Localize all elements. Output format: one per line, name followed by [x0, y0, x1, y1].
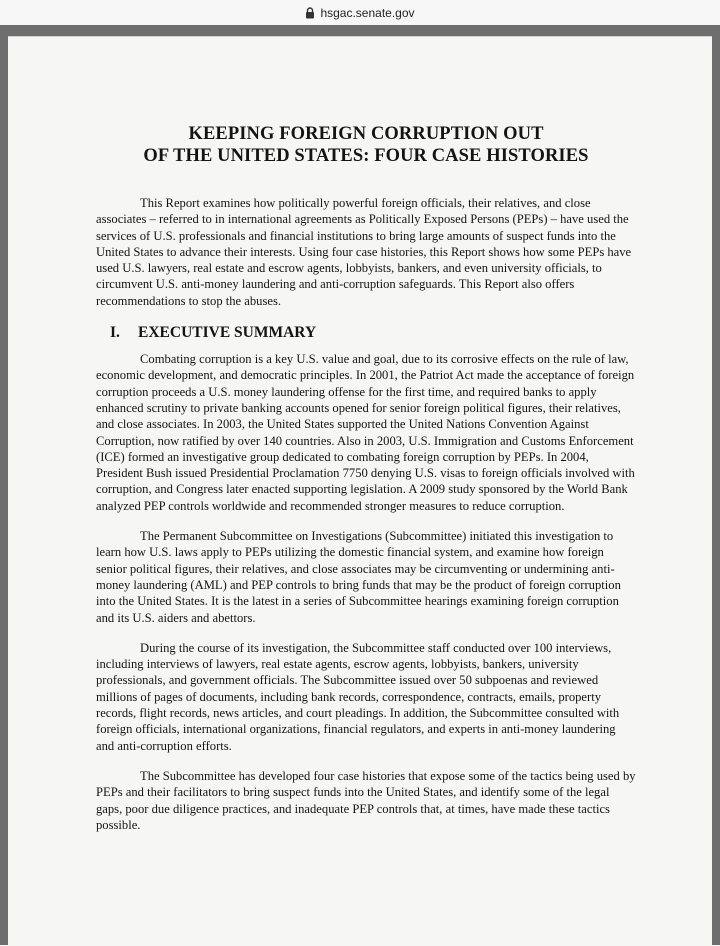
lock-icon [305, 7, 315, 19]
document-title [96, 123, 636, 167]
browser-address-bar[interactable] [0, 0, 720, 25]
title-line-2: OF THE UNITED STATES: FOUR CASE HISTORIES [143, 146, 589, 166]
body-paragraph: Combating corruption is a key U.S. value and goal, due to its corrosive effects on the rule of law, economic development, and democratic principles. In 2001, the Patriot Act made the acceptance of foreign corruption proceeds a U.S. money laundering offense for the first time, and required banks to apply enhanced scrutiny to private banking accounts opened for senior foreign political figures, their relatives, and close associates. In 2003, the United States supported the United Nations Convention Against Corruption, now ratified by over 140 countries. Also in 2003, U.S. Immigration and Customs Enforcement (ICE) formed an investigative group dedicated to combating foreign corruption by PEPs. In 2004, President Bush issued Presidential Proclamation 7750 denying U.S. visas to foreign officials involved with corruption, and Congress later enacted supporting legislation. A 2009 study sponsored by the World Bank analyzed PEP controls worldwide and recommended stronger measures to reduce corruption. [96, 352, 635, 513]
section-number: I. [110, 324, 120, 342]
viewer-frame-right [712, 43, 720, 945]
section-heading [110, 323, 636, 342]
body-paragraph: The Permanent Subcommittee on Investigations (Subcommittee) initiated this investigation to learn how U.S. laws apply to PEPs utilizing the domestic financial system, and examine how foreign senior political figures, their relatives, and close associates may be circumventing or undermining anti-money laundering (AML) and PEP controls to bring funds that may be the product of foreign corruption into the United States. It is the latest in a series of Subcommittee hearings examining foreign corruption and its U.S. aiders and abettors. [96, 529, 621, 625]
document-page [8, 36, 712, 946]
body-paragraph: The Subcommittee has developed four case histories that expose some of the tactics being used by PEPs and their facilitators to bring suspect funds into the United States, and identify some of the legal gaps, poor due diligence practices, and inadequate PEP controls that, at times, have made these tactics possible. [96, 768, 636, 832]
body-paragraph: During the course of its investigation, the Subcommittee staff conducted over 100 interviews, including interviews of lawyers, real estate agents, escrow agents, lobbyists, bankers, university professionals, and government officials. The Subcommittee issued over 50 subpoenas and reviewed millions of pages of documents, including bank records, correspondence, contracts, emails, property records, flight records, news articles, and court pleadings. In addition, the Subcommittee consulted with foreign officials, international organizations, financial regulators, and experts in anti-money laundering and anti-corruption efforts. [96, 640, 620, 753]
intro-paragraph: This Report examines how politically powerful foreign officials, their relatives, and close associates – referred to in international agreements as Politically Exposed Persons (PEPs) – have used the services of U.S. professionals and financial institutions to bring large amounts of suspect funds into the United States to advance their interests. Using four case histories, this Report shows how some PEPs have used U.S. lawyers, real estate and escrow agents, lobbyists, bankers, and even university officials, to circumvent U.S. anti-money laundering and anti-corruption safeguards. This Report also offers recommendations to stop the abuses. [96, 196, 632, 308]
viewer-frame-left [0, 43, 8, 945]
section-title: EXECUTIVE SUMMARY [138, 324, 317, 342]
url-display[interactable] [305, 6, 414, 20]
title-line-1: KEEPING FOREIGN CORRUPTION OUT [188, 124, 544, 144]
document-body [96, 123, 636, 847]
url-text: hsgac.senate.gov [320, 5, 415, 20]
